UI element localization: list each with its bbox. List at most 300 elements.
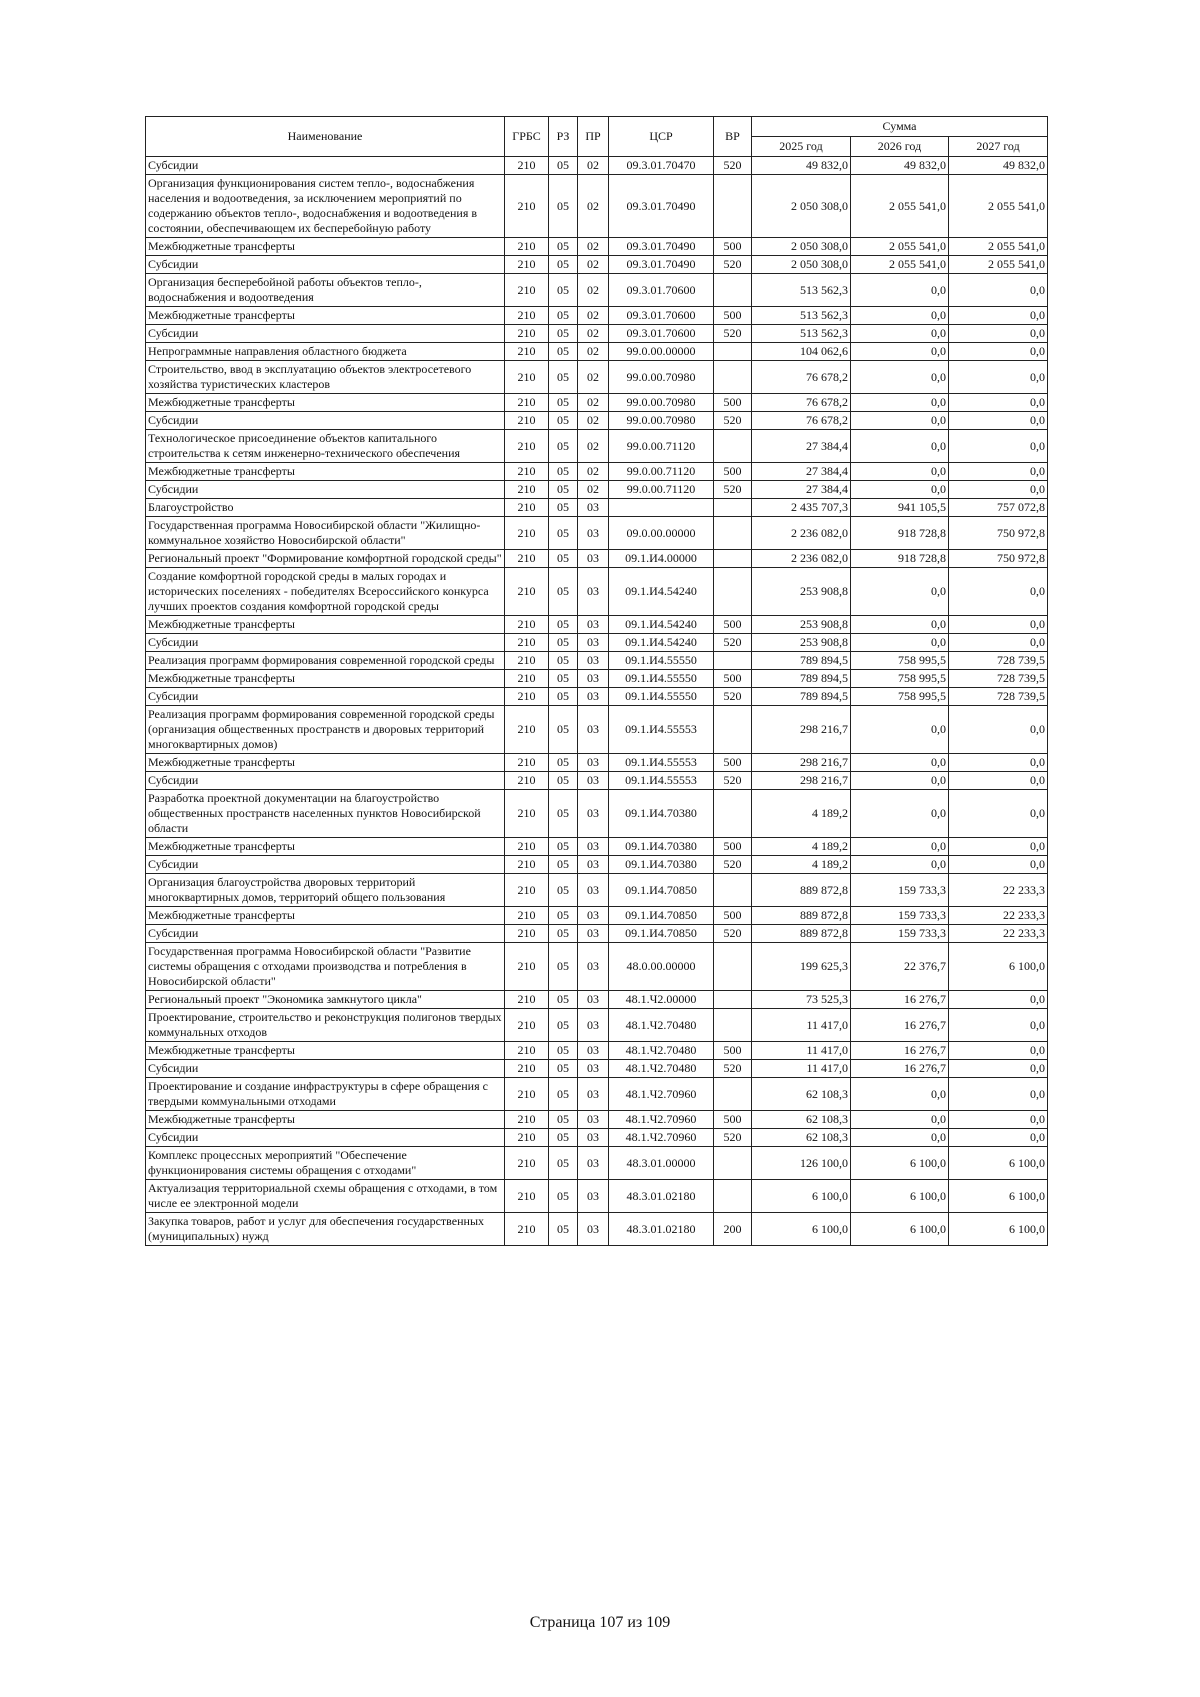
cell-rz: 05 <box>549 1147 578 1180</box>
cell-pr: 02 <box>578 238 609 256</box>
cell-grbs: 210 <box>505 1060 549 1078</box>
cell-pr: 03 <box>578 874 609 907</box>
cell-pr: 03 <box>578 943 609 991</box>
cell-vr <box>714 1147 752 1180</box>
cell-pr: 02 <box>578 307 609 325</box>
cell-sum-2027: 0,0 <box>949 1078 1048 1111</box>
cell-csr: 09.1.И4.00000 <box>609 550 714 568</box>
cell-sum-2026: 16 276,7 <box>851 1042 949 1060</box>
cell-pr: 02 <box>578 463 609 481</box>
cell-grbs: 210 <box>505 1213 549 1246</box>
cell-grbs: 210 <box>505 412 549 430</box>
cell-grbs: 210 <box>505 772 549 790</box>
cell-csr: 99.0.00.00000 <box>609 343 714 361</box>
cell-csr: 48.1.Ч2.70480 <box>609 1042 714 1060</box>
cell-sum-2025: 513 562,3 <box>752 307 851 325</box>
cell-name: Субсидии <box>146 325 505 343</box>
cell-sum-2025: 11 417,0 <box>752 1060 851 1078</box>
cell-sum-2026: 0,0 <box>851 790 949 838</box>
cell-sum-2027: 0,0 <box>949 361 1048 394</box>
cell-sum-2027: 0,0 <box>949 1009 1048 1042</box>
cell-sum-2026: 0,0 <box>851 463 949 481</box>
cell-pr: 03 <box>578 1009 609 1042</box>
cell-rz: 05 <box>549 772 578 790</box>
cell-vr <box>714 343 752 361</box>
cell-sum-2027: 0,0 <box>949 856 1048 874</box>
cell-sum-2027: 728 739,5 <box>949 652 1048 670</box>
cell-grbs: 210 <box>505 307 549 325</box>
cell-grbs: 210 <box>505 343 549 361</box>
cell-grbs: 210 <box>505 175 549 238</box>
cell-csr: 09.1.И4.54240 <box>609 616 714 634</box>
cell-csr: 48.3.01.02180 <box>609 1180 714 1213</box>
cell-sum-2026: 0,0 <box>851 412 949 430</box>
cell-csr: 09.1.И4.55553 <box>609 706 714 754</box>
table-row <box>146 943 1048 991</box>
cell-pr: 03 <box>578 568 609 616</box>
cell-sum-2027: 6 100,0 <box>949 1147 1048 1180</box>
cell-pr: 03 <box>578 550 609 568</box>
cell-grbs: 210 <box>505 943 549 991</box>
cell-csr: 09.3.01.70470 <box>609 157 714 175</box>
cell-rz: 05 <box>549 274 578 307</box>
cell-rz: 05 <box>549 307 578 325</box>
cell-vr: 520 <box>714 1060 752 1078</box>
cell-sum-2026: 0,0 <box>851 481 949 499</box>
table-row <box>146 706 1048 754</box>
cell-sum-2026: 6 100,0 <box>851 1147 949 1180</box>
cell-sum-2027: 0,0 <box>949 616 1048 634</box>
cell-pr: 03 <box>578 517 609 550</box>
cell-sum-2026: 0,0 <box>851 307 949 325</box>
cell-sum-2025: 513 562,3 <box>752 325 851 343</box>
cell-csr: 48.1.Ч2.70480 <box>609 1009 714 1042</box>
cell-pr: 03 <box>578 499 609 517</box>
budget-table <box>145 116 1048 1246</box>
cell-sum-2025: 789 894,5 <box>752 688 851 706</box>
cell-csr: 09.3.01.70600 <box>609 274 714 307</box>
table-row <box>146 568 1048 616</box>
table-row <box>146 874 1048 907</box>
cell-name: Межбюджетные трансферты <box>146 670 505 688</box>
cell-vr: 520 <box>714 772 752 790</box>
cell-rz: 05 <box>549 175 578 238</box>
cell-vr: 520 <box>714 634 752 652</box>
table-row <box>146 394 1048 412</box>
header-name: Наименование <box>146 117 505 157</box>
cell-grbs: 210 <box>505 652 549 670</box>
cell-sum-2027: 0,0 <box>949 325 1048 343</box>
cell-csr: 09.1.И4.54240 <box>609 568 714 616</box>
cell-sum-2027: 0,0 <box>949 1060 1048 1078</box>
cell-name: Субсидии <box>146 481 505 499</box>
cell-name: Комплекс процессных мероприятий "Обеспечение функционирования системы обращения с отходами" <box>146 1147 505 1180</box>
cell-sum-2025: 76 678,2 <box>752 361 851 394</box>
cell-grbs: 210 <box>505 907 549 925</box>
cell-rz: 05 <box>549 706 578 754</box>
cell-grbs: 210 <box>505 838 549 856</box>
cell-sum-2027: 0,0 <box>949 274 1048 307</box>
table-row <box>146 670 1048 688</box>
cell-name: Проектирование, строительство и реконструкция полигонов твердых коммунальных отходов <box>146 1009 505 1042</box>
cell-sum-2025: 298 216,7 <box>752 706 851 754</box>
cell-sum-2026: 0,0 <box>851 838 949 856</box>
cell-grbs: 210 <box>505 856 549 874</box>
cell-sum-2026: 159 733,3 <box>851 907 949 925</box>
table-row <box>146 856 1048 874</box>
cell-csr: 99.0.00.70980 <box>609 412 714 430</box>
cell-pr: 02 <box>578 343 609 361</box>
cell-vr <box>714 1180 752 1213</box>
header-csr: ЦСР <box>609 117 714 157</box>
cell-rz: 05 <box>549 256 578 274</box>
cell-vr <box>714 991 752 1009</box>
cell-name: Межбюджетные трансферты <box>146 394 505 412</box>
cell-sum-2027: 728 739,5 <box>949 670 1048 688</box>
table-row <box>146 772 1048 790</box>
cell-grbs: 210 <box>505 991 549 1009</box>
cell-sum-2026: 941 105,5 <box>851 499 949 517</box>
cell-rz: 05 <box>549 394 578 412</box>
cell-sum-2026: 0,0 <box>851 343 949 361</box>
table-row <box>146 634 1048 652</box>
cell-pr: 02 <box>578 481 609 499</box>
cell-vr: 500 <box>714 463 752 481</box>
cell-grbs: 210 <box>505 394 549 412</box>
cell-sum-2025: 2 050 308,0 <box>752 238 851 256</box>
table-row <box>146 1009 1048 1042</box>
cell-pr: 03 <box>578 790 609 838</box>
cell-sum-2025: 11 417,0 <box>752 1042 851 1060</box>
cell-vr <box>714 1009 752 1042</box>
cell-csr: 09.1.И4.55553 <box>609 772 714 790</box>
cell-vr <box>714 1078 752 1111</box>
cell-sum-2026: 758 995,5 <box>851 670 949 688</box>
table-row <box>146 1147 1048 1180</box>
cell-sum-2025: 27 384,4 <box>752 481 851 499</box>
cell-pr: 03 <box>578 754 609 772</box>
cell-name: Субсидии <box>146 1060 505 1078</box>
cell-name: Реализация программ формирования современной городской среды <box>146 652 505 670</box>
cell-vr: 520 <box>714 856 752 874</box>
header-grbs: ГРБС <box>505 117 549 157</box>
cell-rz: 05 <box>549 688 578 706</box>
cell-vr: 500 <box>714 670 752 688</box>
cell-sum-2025: 2 050 308,0 <box>752 175 851 238</box>
cell-name: Благоустройство <box>146 499 505 517</box>
cell-vr <box>714 790 752 838</box>
cell-sum-2026: 0,0 <box>851 274 949 307</box>
cell-grbs: 210 <box>505 274 549 307</box>
cell-sum-2027: 0,0 <box>949 481 1048 499</box>
table-row <box>146 652 1048 670</box>
cell-sum-2026: 758 995,5 <box>851 652 949 670</box>
cell-rz: 05 <box>549 1180 578 1213</box>
cell-pr: 02 <box>578 361 609 394</box>
table-row <box>146 256 1048 274</box>
cell-grbs: 210 <box>505 238 549 256</box>
cell-rz: 05 <box>549 925 578 943</box>
cell-name: Межбюджетные трансферты <box>146 616 505 634</box>
table-row <box>146 1060 1048 1078</box>
cell-pr: 02 <box>578 394 609 412</box>
cell-vr: 520 <box>714 1129 752 1147</box>
cell-sum-2026: 918 728,8 <box>851 517 949 550</box>
cell-rz: 05 <box>549 517 578 550</box>
cell-name: Организация функционирования систем тепло-, водоснабжения населения и водоотведения, за исключением мероприятий по содержанию объектов тепло-, водоснабжения и водоотведения в состоянии, обеспечивающем их бесперебойную работу <box>146 175 505 238</box>
cell-pr: 03 <box>578 1213 609 1246</box>
cell-sum-2026: 16 276,7 <box>851 1060 949 1078</box>
cell-sum-2027: 750 972,8 <box>949 550 1048 568</box>
table-row <box>146 1213 1048 1246</box>
cell-vr: 500 <box>714 754 752 772</box>
cell-csr: 99.0.00.71120 <box>609 430 714 463</box>
cell-sum-2025: 2 236 082,0 <box>752 550 851 568</box>
cell-grbs: 210 <box>505 463 549 481</box>
cell-csr: 09.1.И4.55550 <box>609 688 714 706</box>
cell-sum-2026: 0,0 <box>851 361 949 394</box>
header-rz: РЗ <box>549 117 578 157</box>
cell-rz: 05 <box>549 838 578 856</box>
cell-rz: 05 <box>549 481 578 499</box>
cell-vr <box>714 706 752 754</box>
cell-sum-2027: 750 972,8 <box>949 517 1048 550</box>
cell-vr: 500 <box>714 1042 752 1060</box>
cell-name: Закупка товаров, работ и услуг для обеспечения государственных (муниципальных) нужд <box>146 1213 505 1246</box>
cell-grbs: 210 <box>505 481 549 499</box>
cell-grbs: 210 <box>505 517 549 550</box>
cell-pr: 02 <box>578 430 609 463</box>
cell-sum-2027: 0,0 <box>949 412 1048 430</box>
cell-vr <box>714 568 752 616</box>
cell-sum-2027: 6 100,0 <box>949 1213 1048 1246</box>
cell-csr: 99.0.00.70980 <box>609 394 714 412</box>
cell-name: Строительство, ввод в эксплуатацию объектов электросетевого хозяйства туристических кластеров <box>146 361 505 394</box>
cell-name: Разработка проектной документации на благоустройство общественных пространств населенных пунктов Новосибирской области <box>146 790 505 838</box>
cell-name: Межбюджетные трансферты <box>146 907 505 925</box>
cell-grbs: 210 <box>505 925 549 943</box>
cell-csr: 48.1.Ч2.00000 <box>609 991 714 1009</box>
cell-sum-2025: 49 832,0 <box>752 157 851 175</box>
cell-pr: 03 <box>578 1060 609 1078</box>
cell-name: Создание комфортной городской среды в малых городах и исторических поселениях - победителях Всероссийского конкурса лучших проектов создания комфортной городской среды <box>146 568 505 616</box>
cell-grbs: 210 <box>505 874 549 907</box>
table-row <box>146 430 1048 463</box>
cell-sum-2026: 2 055 541,0 <box>851 256 949 274</box>
cell-grbs: 210 <box>505 634 549 652</box>
cell-pr: 03 <box>578 1147 609 1180</box>
cell-sum-2025: 62 108,3 <box>752 1078 851 1111</box>
cell-pr: 03 <box>578 907 609 925</box>
budget-table-page <box>145 116 1047 1246</box>
cell-name: Региональный проект "Экономика замкнутого цикла" <box>146 991 505 1009</box>
cell-vr: 520 <box>714 325 752 343</box>
cell-vr: 520 <box>714 412 752 430</box>
cell-grbs: 210 <box>505 706 549 754</box>
cell-sum-2026: 0,0 <box>851 706 949 754</box>
cell-sum-2027: 0,0 <box>949 772 1048 790</box>
page-number: Страница 107 из 109 <box>529 1614 671 1631</box>
cell-sum-2026: 0,0 <box>851 1078 949 1111</box>
cell-csr: 09.1.И4.55553 <box>609 754 714 772</box>
cell-sum-2026: 0,0 <box>851 634 949 652</box>
cell-sum-2026: 159 733,3 <box>851 874 949 907</box>
table-row <box>146 463 1048 481</box>
cell-rz: 05 <box>549 652 578 670</box>
cell-grbs: 210 <box>505 499 549 517</box>
cell-grbs: 210 <box>505 790 549 838</box>
header-year-2025: 2025 год <box>752 137 851 157</box>
cell-name: Межбюджетные трансферты <box>146 307 505 325</box>
cell-sum-2025: 27 384,4 <box>752 430 851 463</box>
cell-vr: 520 <box>714 688 752 706</box>
cell-name: Субсидии <box>146 688 505 706</box>
cell-csr: 48.3.01.02180 <box>609 1213 714 1246</box>
cell-sum-2025: 253 908,8 <box>752 634 851 652</box>
cell-vr: 500 <box>714 907 752 925</box>
cell-vr <box>714 652 752 670</box>
cell-rz: 05 <box>549 616 578 634</box>
cell-rz: 05 <box>549 412 578 430</box>
cell-sum-2027: 0,0 <box>949 394 1048 412</box>
cell-rz: 05 <box>549 943 578 991</box>
cell-name: Организация бесперебойной работы объектов тепло-, водоснабжения и водоотведения <box>146 274 505 307</box>
cell-sum-2027: 0,0 <box>949 790 1048 838</box>
cell-pr: 03 <box>578 652 609 670</box>
cell-name: Государственная программа Новосибирской области "Развитие системы обращения с отходами производства и потребления в Новосибирской области" <box>146 943 505 991</box>
cell-name: Межбюджетные трансферты <box>146 754 505 772</box>
cell-sum-2027: 22 233,3 <box>949 925 1048 943</box>
table-row <box>146 1111 1048 1129</box>
cell-grbs: 210 <box>505 1147 549 1180</box>
cell-csr: 48.1.Ч2.70960 <box>609 1078 714 1111</box>
cell-sum-2027: 2 055 541,0 <box>949 256 1048 274</box>
cell-sum-2027: 6 100,0 <box>949 943 1048 991</box>
cell-sum-2025: 6 100,0 <box>752 1180 851 1213</box>
cell-sum-2026: 758 995,5 <box>851 688 949 706</box>
header-year-2026: 2026 год <box>851 137 949 157</box>
cell-name: Субсидии <box>146 412 505 430</box>
table-row <box>146 481 1048 499</box>
cell-sum-2027: 0,0 <box>949 991 1048 1009</box>
cell-vr <box>714 430 752 463</box>
cell-sum-2026: 22 376,7 <box>851 943 949 991</box>
cell-sum-2025: 104 062,6 <box>752 343 851 361</box>
cell-rz: 05 <box>549 430 578 463</box>
cell-grbs: 210 <box>505 670 549 688</box>
table-row <box>146 688 1048 706</box>
cell-name: Проектирование и создание инфраструктуры в сфере обращения с твердыми коммунальными отходами <box>146 1078 505 1111</box>
cell-grbs: 210 <box>505 1042 549 1060</box>
cell-pr: 02 <box>578 157 609 175</box>
table-row <box>146 157 1048 175</box>
cell-name: Региональный проект "Формирование комфортной городской среды" <box>146 550 505 568</box>
cell-vr: 500 <box>714 238 752 256</box>
cell-pr: 03 <box>578 688 609 706</box>
cell-sum-2025: 2 050 308,0 <box>752 256 851 274</box>
cell-csr: 09.3.01.70600 <box>609 325 714 343</box>
cell-vr <box>714 175 752 238</box>
cell-grbs: 210 <box>505 1180 549 1213</box>
table-row <box>146 616 1048 634</box>
cell-pr: 03 <box>578 856 609 874</box>
cell-sum-2025: 298 216,7 <box>752 772 851 790</box>
cell-sum-2027: 2 055 541,0 <box>949 175 1048 238</box>
cell-sum-2025: 789 894,5 <box>752 652 851 670</box>
cell-sum-2027: 0,0 <box>949 430 1048 463</box>
cell-rz: 05 <box>549 238 578 256</box>
table-row <box>146 175 1048 238</box>
cell-sum-2025: 62 108,3 <box>752 1111 851 1129</box>
cell-rz: 05 <box>549 907 578 925</box>
cell-vr <box>714 361 752 394</box>
cell-name: Субсидии <box>146 157 505 175</box>
cell-vr: 500 <box>714 616 752 634</box>
cell-pr: 03 <box>578 706 609 754</box>
cell-sum-2025: 889 872,8 <box>752 874 851 907</box>
cell-pr: 03 <box>578 616 609 634</box>
table-row <box>146 1180 1048 1213</box>
cell-rz: 05 <box>549 343 578 361</box>
cell-csr: 48.0.00.00000 <box>609 943 714 991</box>
cell-sum-2027: 0,0 <box>949 1042 1048 1060</box>
cell-rz: 05 <box>549 361 578 394</box>
cell-sum-2026: 0,0 <box>851 616 949 634</box>
cell-rz: 05 <box>549 499 578 517</box>
cell-sum-2025: 2 236 082,0 <box>752 517 851 550</box>
cell-csr: 09.3.01.70490 <box>609 238 714 256</box>
cell-sum-2026: 0,0 <box>851 394 949 412</box>
cell-sum-2027: 0,0 <box>949 568 1048 616</box>
cell-sum-2025: 11 417,0 <box>752 1009 851 1042</box>
cell-vr: 500 <box>714 394 752 412</box>
cell-csr: 09.1.И4.70850 <box>609 925 714 943</box>
cell-csr: 09.1.И4.70850 <box>609 874 714 907</box>
cell-name: Непрограммные направления областного бюджета <box>146 343 505 361</box>
cell-pr: 02 <box>578 175 609 238</box>
header-sum: Сумма <box>752 117 1048 137</box>
cell-csr: 09.1.И4.70380 <box>609 838 714 856</box>
cell-rz: 05 <box>549 568 578 616</box>
cell-sum-2025: 73 525,3 <box>752 991 851 1009</box>
cell-name: Государственная программа Новосибирской области "Жилищно-коммунальное хозяйство Новосибирской области" <box>146 517 505 550</box>
cell-sum-2027: 49 832,0 <box>949 157 1048 175</box>
cell-sum-2025: 889 872,8 <box>752 925 851 943</box>
table-body <box>146 157 1048 1246</box>
cell-sum-2026: 0,0 <box>851 568 949 616</box>
cell-csr: 99.0.00.71120 <box>609 481 714 499</box>
cell-grbs: 210 <box>505 361 549 394</box>
cell-grbs: 210 <box>505 616 549 634</box>
table-row <box>146 907 1048 925</box>
cell-pr: 03 <box>578 991 609 1009</box>
cell-pr: 02 <box>578 274 609 307</box>
cell-sum-2027: 0,0 <box>949 307 1048 325</box>
cell-grbs: 210 <box>505 688 549 706</box>
cell-sum-2027: 0,0 <box>949 838 1048 856</box>
cell-csr: 09.1.И4.54240 <box>609 634 714 652</box>
cell-pr: 03 <box>578 1180 609 1213</box>
cell-csr: 09.3.01.70490 <box>609 175 714 238</box>
table-row <box>146 238 1048 256</box>
cell-sum-2026: 2 055 541,0 <box>851 238 949 256</box>
cell-grbs: 210 <box>505 157 549 175</box>
cell-sum-2025: 27 384,4 <box>752 463 851 481</box>
cell-vr <box>714 517 752 550</box>
cell-rz: 05 <box>549 634 578 652</box>
cell-sum-2025: 253 908,8 <box>752 568 851 616</box>
cell-csr: 48.1.Ч2.70960 <box>609 1111 714 1129</box>
